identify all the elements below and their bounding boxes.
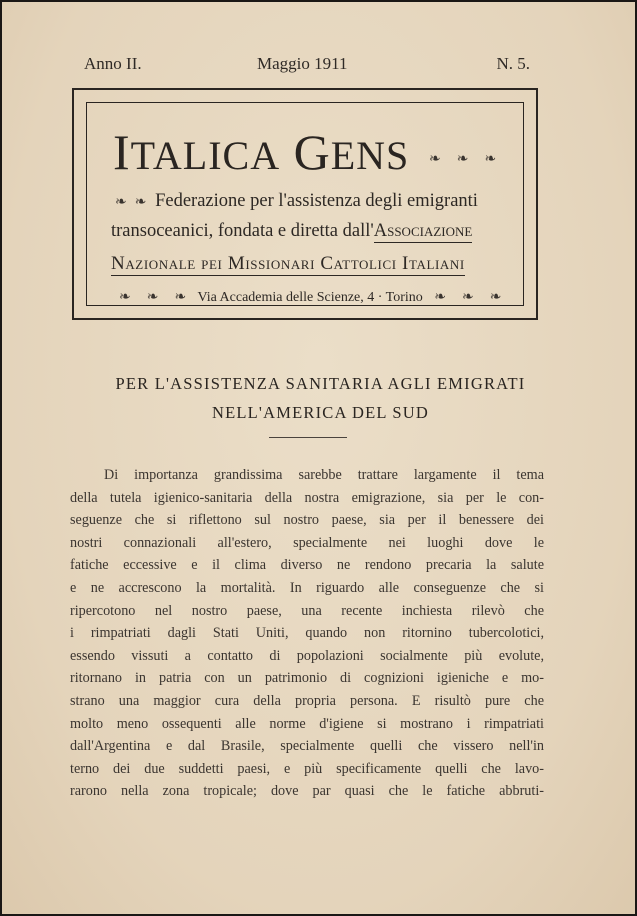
issue-line	[84, 54, 530, 78]
leaf-ornament-icon: ❧	[174, 290, 187, 305]
leaf-ornament-icon: ❧	[115, 195, 127, 210]
leaf-ornament-icon: ❧	[484, 152, 497, 167]
title-ornaments	[423, 150, 502, 168]
leaf-ornament-icon: ❧	[119, 290, 131, 305]
issue-number: N. 5.	[496, 54, 530, 73]
body-line: nostri connazionali all'estero, specialmente nei luoghi dove le	[70, 534, 544, 551]
leaf-ornament-icon: ❧	[434, 290, 447, 305]
masthead-subtitle-text-1: Federazione per l'assistenza degli emigranti	[155, 191, 478, 211]
masthead-subtitle-line-1	[111, 191, 478, 212]
body-line: ritornano in patria con un patrimonio di cognizioni igieniche e mo-	[70, 670, 544, 687]
masthead-subtitle-text-2b: Associazione	[373, 221, 473, 241]
body-line: dall'Argentina e dal Brasile, specialmente quelli che vissero nell'in	[70, 738, 544, 755]
masthead-title-ens: ENS	[330, 133, 410, 178]
leaf-ornament-icon: ❧	[146, 290, 159, 305]
masthead-subtitle-line-2	[111, 221, 472, 242]
leaf-ornament-icon: ❧	[462, 290, 474, 305]
masthead-title-talica: TALICA	[130, 133, 281, 178]
leaf-ornament-icon: ❧	[489, 290, 502, 305]
masthead-frame	[72, 88, 538, 320]
body-line: e ne accrescono la mortalità. In riguardo alle conseguenze che si	[70, 579, 544, 596]
masthead-subtitle-line-3	[111, 253, 465, 275]
body-line: ripercotono nel nostro paese, una recente inchiesta rilevò che	[70, 602, 544, 619]
body-line: della tutela igienico-sanitaria della nostra emigrazione, sia per le con-	[70, 489, 544, 506]
leaf-ornament-icon: ❧	[456, 152, 469, 167]
body-line: rarono nella zona tropicale; dove par quasi che le fatiche abbruti-	[70, 783, 544, 800]
body-line: fatiche eccessive e il clima diverso ne rendono precaria la salute	[70, 557, 544, 574]
headline-divider	[269, 437, 347, 438]
article-headline-line-1: PER L'ASSISTENZA SANITARIA AGLI EMIGRATI	[115, 374, 526, 393]
masthead-title	[113, 123, 409, 181]
issue-year: Anno II.	[84, 54, 142, 73]
masthead-title-initial-i: I	[113, 124, 131, 180]
body-line: i rimpatriati dagli Stati Uniti, quando non ritornino tubercolotici,	[70, 625, 544, 642]
leaf-ornament-icon: ❧	[134, 195, 147, 210]
masthead-address: Via Accademia delle Scienze, 4 · Torino	[197, 290, 423, 305]
masthead-inner-frame	[86, 102, 524, 306]
article-headline-line-2: NELL'AMERICA DEL SUD	[211, 403, 430, 422]
body-line: Di importanza grandissima sarebbe trattare largamente il tema	[104, 467, 544, 483]
issue-date: Maggio 1911	[257, 54, 348, 73]
body-line: strano una maggior cura della propria persona. E risultò pure che	[70, 692, 544, 709]
leaf-ornament-icon: ❧	[429, 152, 441, 167]
body-line: seguenze che si riflettono sul nostro paese, sia per il benessere dei	[70, 512, 544, 529]
body-line: terno dei due suddetti paesi, e più specificamente quelli che lavo-	[70, 760, 544, 777]
masthead-address-line	[111, 289, 510, 306]
masthead-title-initial-g: G	[293, 124, 331, 180]
article-body	[70, 464, 544, 803]
masthead-subtitle-text-3: Nazionale pei Missionari Cattolici Italiani	[111, 253, 465, 274]
body-line: essendo vissuti a contatto di popolazioni socialmente più evolute,	[70, 647, 544, 664]
body-line: molto meno ossequenti alle norme d'igiene si mostrano i rimpatriati	[70, 715, 544, 732]
masthead-subtitle-text-2a: transoceanici, fondata e diretta dall'	[111, 221, 374, 241]
